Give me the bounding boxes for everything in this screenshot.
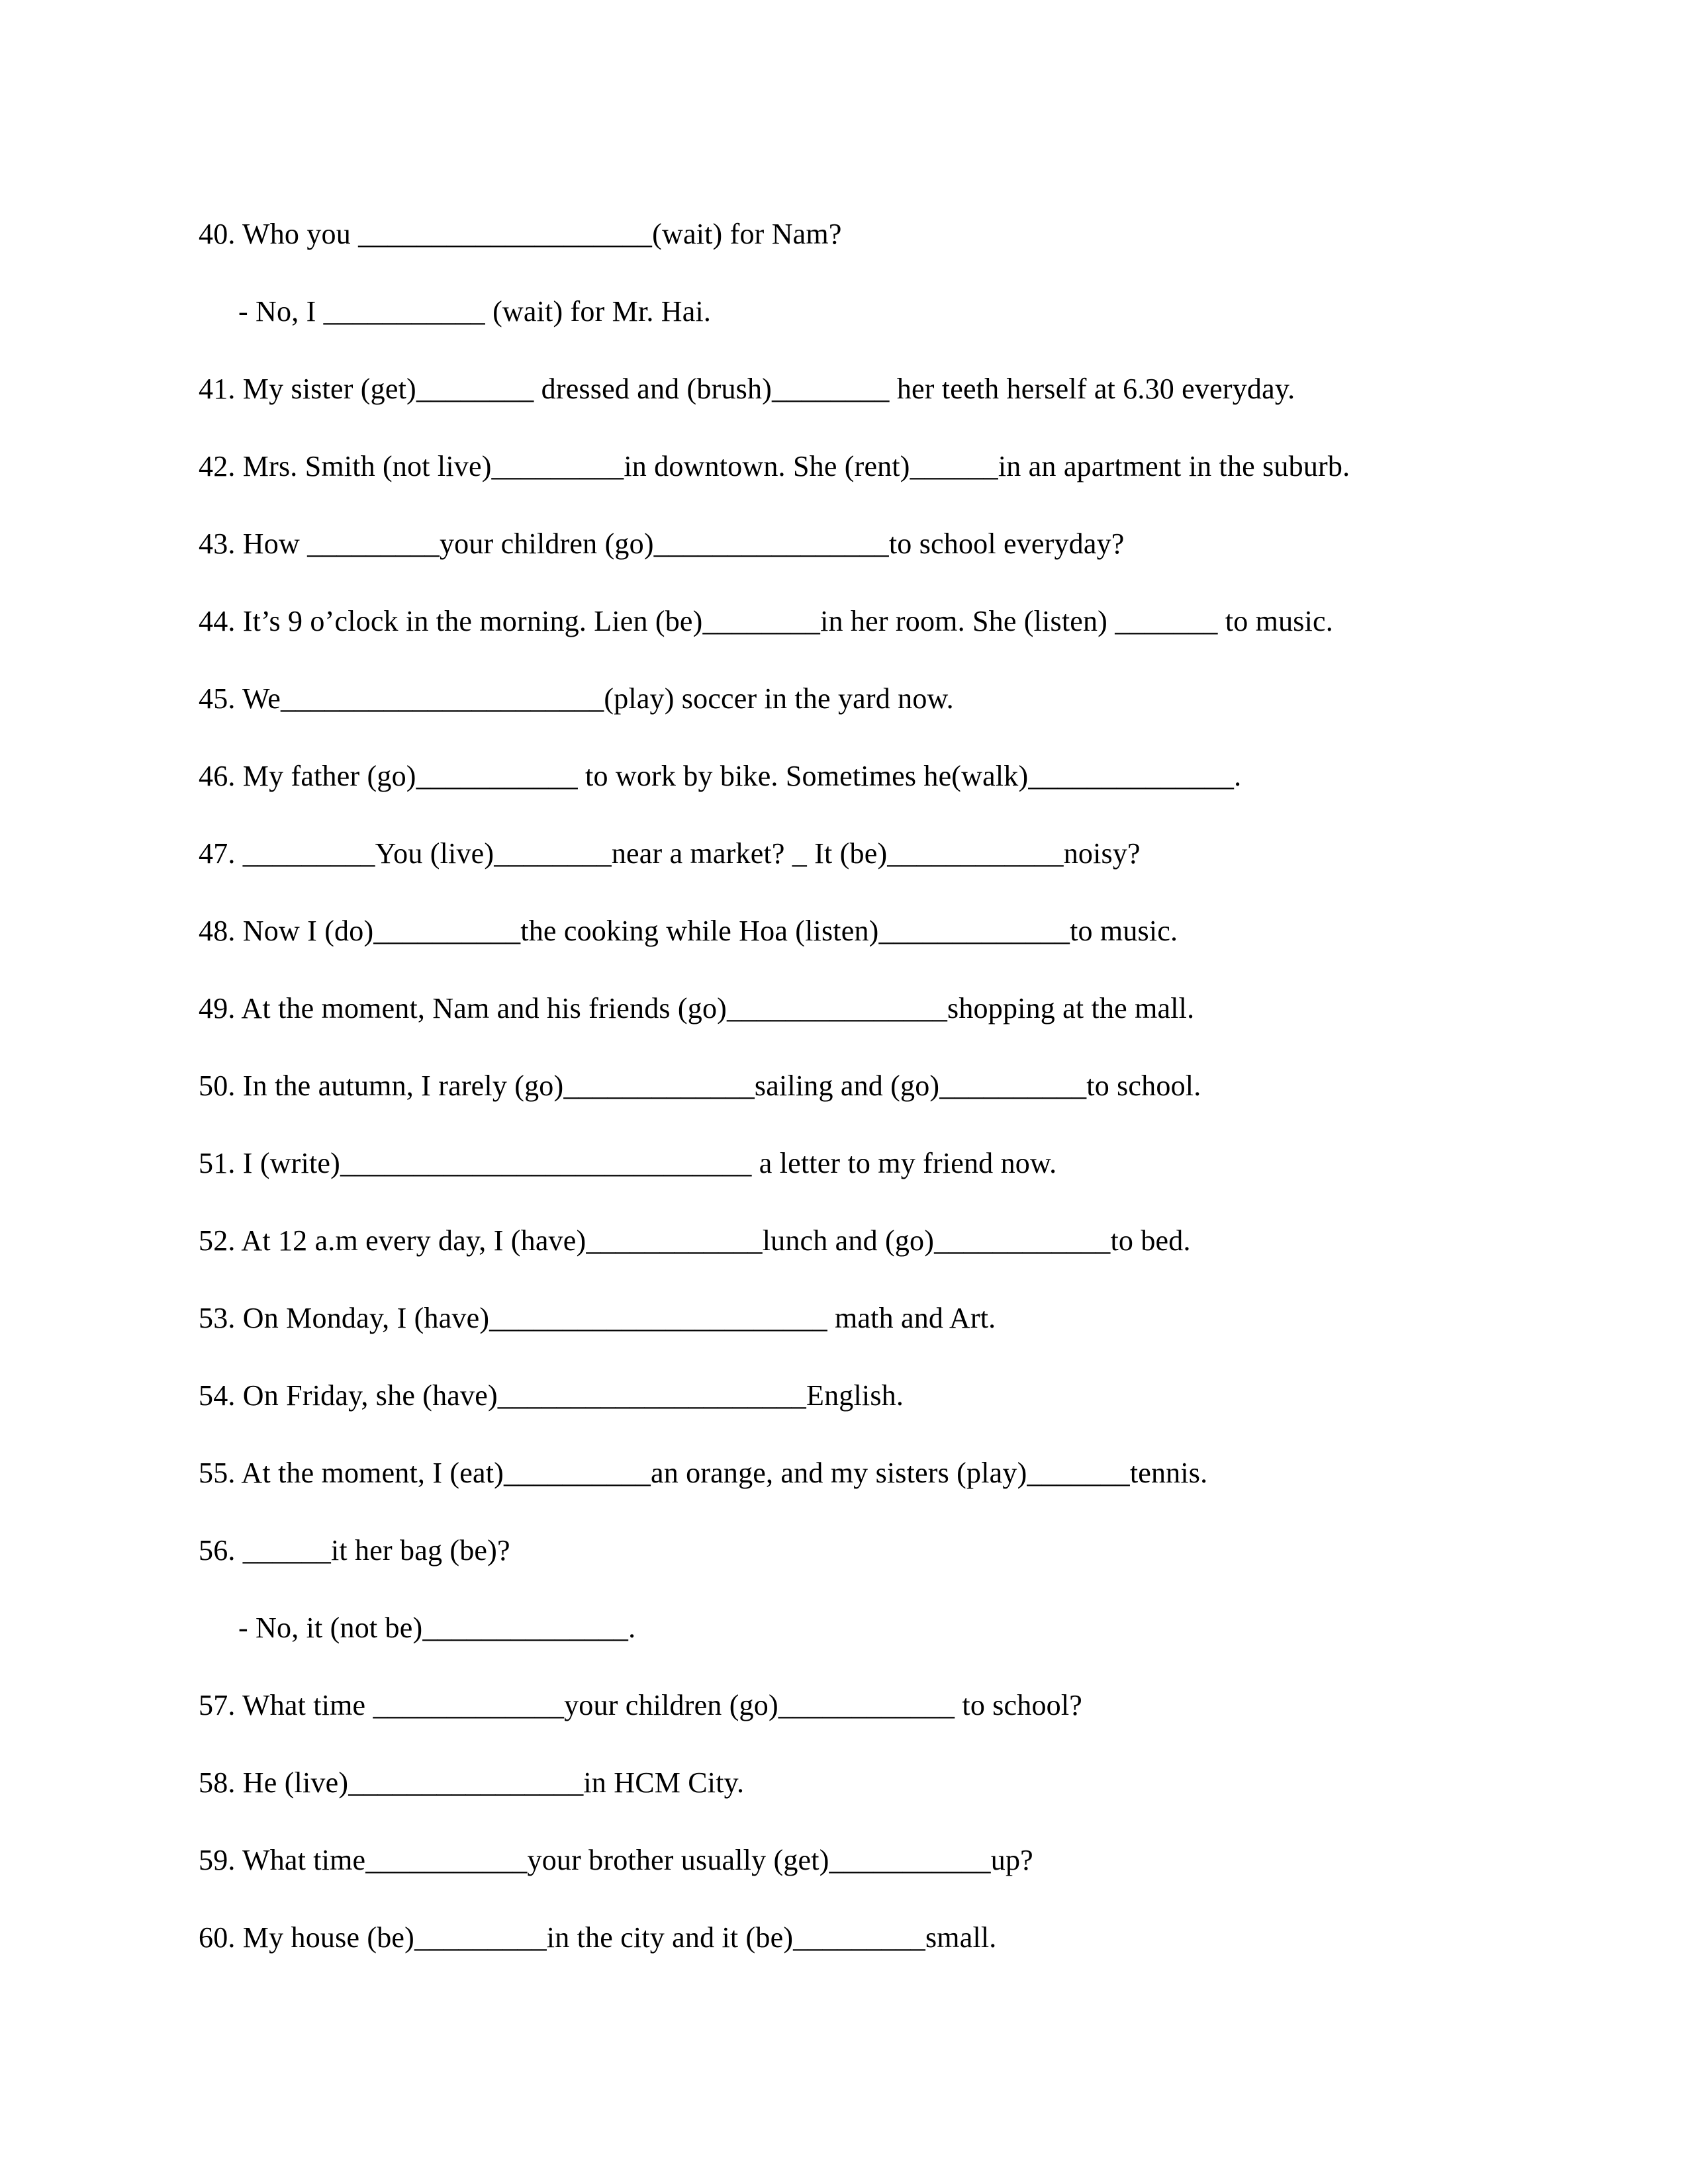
- exercise-line-43: 43. How _________your children (go)________________to school everyday?: [199, 527, 1125, 560]
- exercise-line-55: 55. At the moment, I (eat)__________an orange, and my sisters (play)_______tennis.: [199, 1457, 1208, 1489]
- exercise-line-44: 44. It’s 9 o’clock in the morning. Lien (be)________in her room. She (listen) _______ to music.: [199, 605, 1333, 637]
- exercise-answer-56: - No, it (not be)______________.: [238, 1612, 636, 1644]
- exercise-line-57: 57. What time _____________your children (go)____________ to school?: [199, 1689, 1083, 1721]
- exercise-line-56: 56. ______it her bag (be)?: [199, 1534, 510, 1567]
- exercise-line-41: 41. My sister (get)________ dressed and (brush)________ her teeth herself at 6.30 everyday.: [199, 373, 1295, 405]
- exercise-line-50: 50. In the autumn, I rarely (go)_____________sailing and (go)__________to school.: [199, 1069, 1201, 1102]
- exercise-line-48: 48. Now I (do)__________the cooking while Hoa (listen)_____________to music.: [199, 915, 1178, 947]
- exercise-line-45: 45. We______________________(play) soccer in the yard now.: [199, 682, 954, 715]
- exercise-line-59: 59. What time___________your brother usually (get)___________up?: [199, 1844, 1033, 1876]
- exercise-answer-40: - No, I ___________ (wait) for Mr. Hai.: [238, 295, 712, 328]
- exercise-line-47: 47. _________You (live)________near a market? _ It (be)____________noisy?: [199, 837, 1141, 870]
- exercise-line-54: 54. On Friday, she (have)_____________________English.: [199, 1379, 904, 1412]
- exercise-line-40: 40. Who you ____________________(wait) for Nam?: [199, 218, 842, 250]
- exercise-line-51: 51. I (write)____________________________ a letter to my friend now.: [199, 1147, 1057, 1179]
- exercise-line-52: 52. At 12 a.m every day, I (have)____________lunch and (go)____________to bed.: [199, 1224, 1191, 1257]
- exercise-line-58: 58. He (live)________________in HCM City.: [199, 1766, 745, 1799]
- exercise-line-60: 60. My house (be)_________in the city and it (be)_________small.: [199, 1921, 997, 1954]
- exercise-line-46: 46. My father (go)___________ to work by bike. Sometimes he(walk)______________.: [199, 760, 1242, 792]
- exercise-line-42: 42. Mrs. Smith (not live)_________in downtown. She (rent)______in an apartment in the suburb.: [199, 450, 1350, 482]
- exercise-line-49: 49. At the moment, Nam and his friends (go)_______________shopping at the mall.: [199, 992, 1195, 1024]
- exercise-line-53: 53. On Monday, I (have)_______________________ math and Art.: [199, 1302, 996, 1334]
